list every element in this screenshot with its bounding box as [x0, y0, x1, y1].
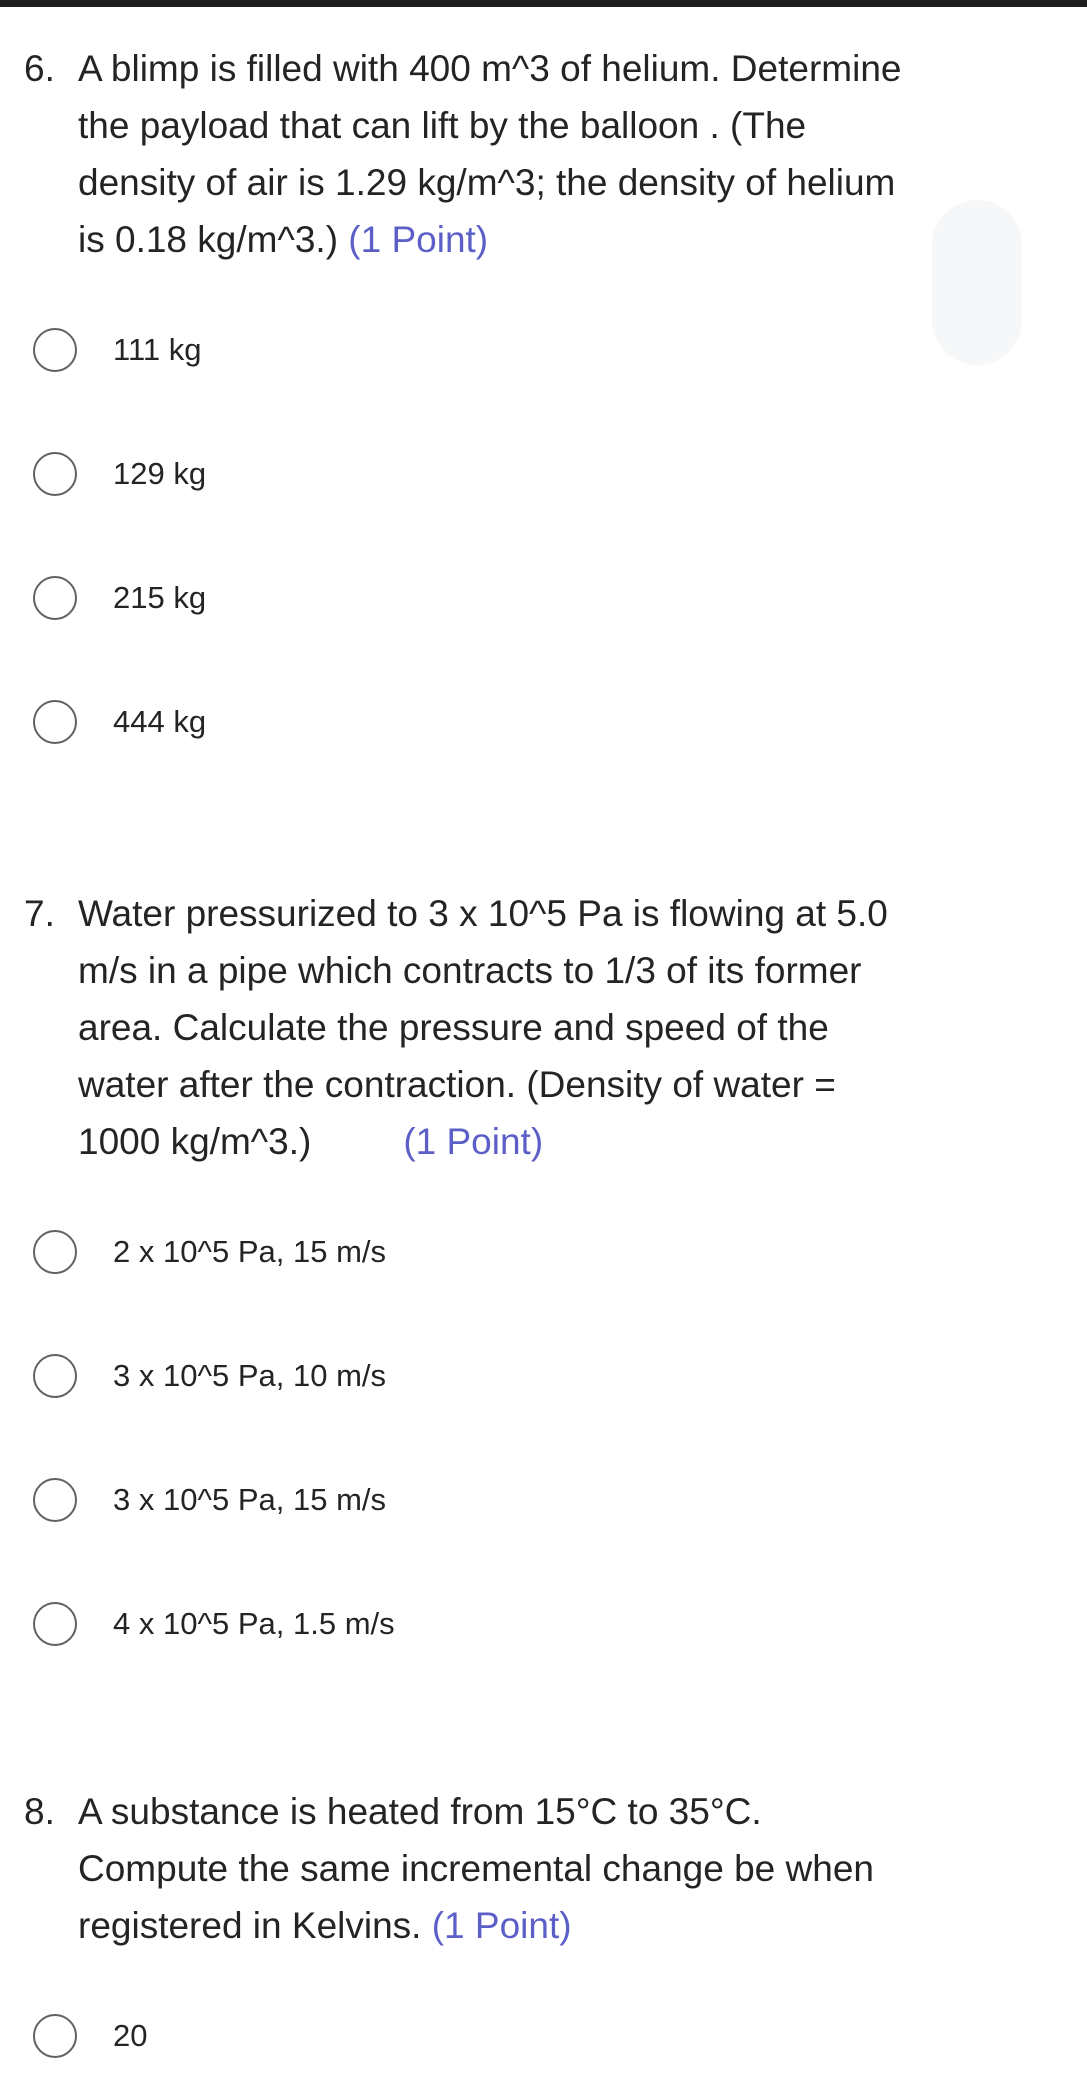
question-number: 7. — [24, 893, 55, 934]
points-label: (1 Point) — [348, 219, 489, 260]
question-line: A blimp is filled with 400 m^3 of helium. Determine — [78, 48, 902, 89]
radio-button[interactable] — [33, 1478, 77, 1522]
question-line: density of air is 1.29 kg/m^3; the density of helium — [78, 162, 896, 203]
option-label: 4 x 10^5 Pa, 1.5 m/s — [113, 1606, 395, 1641]
question-line: 1000 kg/m^3.) — [78, 1121, 312, 1162]
option-111-kg[interactable] — [0, 290, 1087, 414]
radio-button[interactable] — [33, 576, 77, 620]
radio-button[interactable] — [33, 2014, 77, 2058]
option-444-kg[interactable] — [0, 662, 1087, 786]
question-line: Water pressurized to 3 x 10^5 Pa is flowing at 5.0 — [78, 893, 888, 934]
radio-button[interactable] — [33, 1602, 77, 1646]
option-label: 215 kg — [113, 580, 207, 615]
option-b[interactable] — [0, 1316, 1087, 1440]
radio-button[interactable] — [33, 700, 77, 744]
question-number: 6. — [24, 48, 55, 89]
question-6 — [0, 40, 1087, 786]
option-label: 129 kg — [113, 456, 207, 491]
question-line: A substance is heated from 15°C to 35°C. — [78, 1791, 762, 1832]
options-list — [0, 290, 1087, 786]
option-label: 111 kg — [113, 332, 202, 367]
option-129-kg[interactable] — [0, 414, 1087, 538]
option-d[interactable] — [0, 1564, 1087, 1688]
option-label: 444 kg — [113, 704, 207, 739]
radio-button[interactable] — [33, 328, 77, 372]
options-list — [0, 1192, 1087, 1688]
radio-button[interactable] — [33, 452, 77, 496]
question-line: m/s in a pipe which contracts to 1/3 of its former — [78, 950, 862, 991]
question-line: water after the contraction. (Density of water = — [78, 1064, 836, 1105]
option-label: 3 x 10^5 Pa, 15 m/s — [113, 1482, 387, 1517]
option-label: 2 x 10^5 Pa, 15 m/s — [113, 1234, 387, 1269]
question-line: the payload that can lift by the balloon . (The — [78, 105, 807, 146]
question-line: registered in Kelvins. — [78, 1905, 422, 1946]
option-label: 3 x 10^5 Pa, 10 m/s — [113, 1358, 387, 1393]
option-215-kg[interactable] — [0, 538, 1087, 662]
question-text — [0, 1783, 1087, 1954]
top-status-bar — [0, 0, 1087, 7]
points-label: (1 Point) — [431, 1905, 572, 1946]
radio-button[interactable] — [33, 1354, 77, 1398]
points-label: (1 Point) — [403, 1121, 544, 1162]
question-7 — [0, 885, 1087, 1688]
question-line: Compute the same incremental change be when — [78, 1848, 874, 1889]
option-20[interactable] — [0, 1976, 1087, 2100]
question-text — [0, 40, 1087, 268]
option-c[interactable] — [0, 1440, 1087, 1564]
question-number: 8. — [24, 1791, 55, 1832]
radio-button[interactable] — [33, 1230, 77, 1274]
question-text — [0, 885, 1087, 1170]
question-line: is 0.18 kg/m^3.) — [78, 219, 339, 260]
option-label: 20 — [113, 2018, 148, 2053]
question-8 — [0, 1783, 1087, 2100]
question-line: area. Calculate the pressure and speed of the — [78, 1007, 829, 1048]
option-a[interactable] — [0, 1192, 1087, 1316]
options-list — [0, 1976, 1087, 2100]
